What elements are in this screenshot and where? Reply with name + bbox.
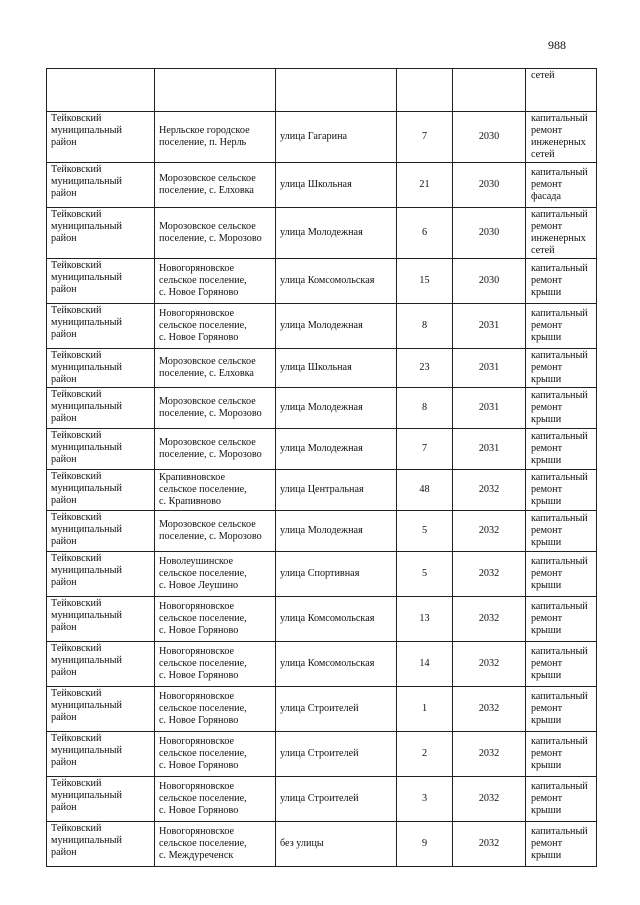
cell-street: улица Комсомольская: [276, 642, 397, 687]
cell-settlement: Морозовское сельское поселение, с. Морозово: [155, 388, 276, 429]
cell-house-number: [397, 69, 453, 112]
cell-street: улица Школьная: [276, 163, 397, 208]
cell-settlement: Новогоряновское сельское поселение, с. Новое Горяново: [155, 687, 276, 732]
cell-house-number: 13: [397, 597, 453, 642]
cell-district: Тейковский муниципальный район: [47, 597, 155, 642]
cell-house-number: 5: [397, 552, 453, 597]
cell-settlement: Морозовское сельское поселение, с. Морозово: [155, 511, 276, 552]
cell-year: 2032: [453, 642, 526, 687]
cell-house-number: 21: [397, 163, 453, 208]
table-body: [47, 69, 597, 867]
cell-house-number: 6: [397, 208, 453, 259]
cell-year: 2032: [453, 777, 526, 822]
cell-district: Тейковский муниципальный район: [47, 470, 155, 511]
cell-work-type: капитальный ремонт крыши: [526, 642, 597, 687]
table-row: [47, 112, 597, 163]
cell-house-number: 3: [397, 777, 453, 822]
table-row: [47, 597, 597, 642]
cell-district: Тейковский муниципальный район: [47, 304, 155, 349]
cell-district: Тейковский муниципальный район: [47, 208, 155, 259]
cell-street: улица Центральная: [276, 470, 397, 511]
table-row: [47, 388, 597, 429]
cell-district: Тейковский муниципальный район: [47, 112, 155, 163]
cell-district: Тейковский муниципальный район: [47, 511, 155, 552]
cell-work-type: капитальный ремонт крыши: [526, 822, 597, 867]
cell-settlement: Новогоряновское сельское поселение, с. Междуреченск: [155, 822, 276, 867]
cell-year: 2031: [453, 429, 526, 470]
table-row: [47, 208, 597, 259]
table-row: [47, 349, 597, 388]
cell-year: 2030: [453, 112, 526, 163]
cell-year: 2031: [453, 388, 526, 429]
cell-work-type: капитальный ремонт крыши: [526, 388, 597, 429]
cell-house-number: 9: [397, 822, 453, 867]
cell-street: улица Школьная: [276, 349, 397, 388]
cell-district: Тейковский муниципальный район: [47, 259, 155, 304]
cell-district: Тейковский муниципальный район: [47, 642, 155, 687]
cell-work-type: капитальный ремонт крыши: [526, 777, 597, 822]
cell-street: улица Гагарина: [276, 112, 397, 163]
cell-house-number: 7: [397, 112, 453, 163]
cell-district: Тейковский муниципальный район: [47, 732, 155, 777]
cell-settlement: Новогоряновское сельское поселение, с. Новое Горяново: [155, 732, 276, 777]
cell-year: 2032: [453, 470, 526, 511]
table-row: [47, 163, 597, 208]
cell-year: 2031: [453, 349, 526, 388]
cell-year: 2032: [453, 552, 526, 597]
cell-settlement: Новогоряновское сельское поселение, с. Новое Горяново: [155, 259, 276, 304]
cell-work-type: капитальный ремонт крыши: [526, 259, 597, 304]
table-row: [47, 429, 597, 470]
cell-district: Тейковский муниципальный район: [47, 429, 155, 470]
cell-year: 2030: [453, 163, 526, 208]
cell-settlement: Новолеушинское сельское поселение, с. Новое Леушино: [155, 552, 276, 597]
cell-house-number: 1: [397, 687, 453, 732]
table-row: [47, 642, 597, 687]
table-row: [47, 687, 597, 732]
cell-settlement: Крапивновское сельское поселение, с. Крапивново: [155, 470, 276, 511]
cell-house-number: 7: [397, 429, 453, 470]
cell-year: 2030: [453, 208, 526, 259]
cell-work-type: капитальный ремонт крыши: [526, 732, 597, 777]
cell-street: улица Молодежная: [276, 511, 397, 552]
cell-work-type: капитальный ремонт крыши: [526, 687, 597, 732]
cell-house-number: 5: [397, 511, 453, 552]
cell-work-type: капитальный ремонт крыши: [526, 349, 597, 388]
cell-settlement: Новогоряновское сельское поселение, с. Новое Горяново: [155, 304, 276, 349]
cell-house-number: 2: [397, 732, 453, 777]
cell-work-type: сетей: [526, 69, 597, 112]
cell-street: улица Комсомольская: [276, 259, 397, 304]
cell-settlement: Новогоряновское сельское поселение, с. Новое Горяново: [155, 597, 276, 642]
cell-street: улица Молодежная: [276, 304, 397, 349]
cell-year: 2032: [453, 732, 526, 777]
cell-street: улица Молодежная: [276, 429, 397, 470]
cell-year: 2030: [453, 259, 526, 304]
cell-year: 2032: [453, 687, 526, 732]
table-row-continuation: [47, 69, 597, 112]
cell-year: 2032: [453, 822, 526, 867]
housing-repair-table: [46, 68, 597, 867]
cell-settlement: Нерльское городское поселение, п. Нерль: [155, 112, 276, 163]
cell-district: Тейковский муниципальный район: [47, 552, 155, 597]
cell-house-number: 8: [397, 304, 453, 349]
table-row: [47, 304, 597, 349]
cell-work-type: капитальный ремонт фасада: [526, 163, 597, 208]
cell-street: [276, 69, 397, 112]
cell-work-type: капитальный ремонт инженерных сетей: [526, 208, 597, 259]
cell-year: 2031: [453, 304, 526, 349]
cell-settlement: Морозовское сельское поселение, с. Морозово: [155, 208, 276, 259]
cell-year: [453, 69, 526, 112]
cell-street: улица Спортивная: [276, 552, 397, 597]
cell-house-number: 8: [397, 388, 453, 429]
cell-year: 2032: [453, 597, 526, 642]
table-row: [47, 259, 597, 304]
cell-house-number: 23: [397, 349, 453, 388]
cell-district: Тейковский муниципальный район: [47, 822, 155, 867]
cell-settlement: Новогоряновское сельское поселение, с. Новое Горяново: [155, 777, 276, 822]
cell-year: 2032: [453, 511, 526, 552]
cell-street: улица Строителей: [276, 687, 397, 732]
cell-work-type: капитальный ремонт крыши: [526, 470, 597, 511]
table-row: [47, 511, 597, 552]
cell-settlement: Морозовское сельское поселение, с. Морозово: [155, 429, 276, 470]
table-row: [47, 470, 597, 511]
cell-settlement: [155, 69, 276, 112]
cell-work-type: капитальный ремонт крыши: [526, 304, 597, 349]
cell-work-type: капитальный ремонт крыши: [526, 552, 597, 597]
cell-street: улица Молодежная: [276, 388, 397, 429]
cell-street: улица Строителей: [276, 732, 397, 777]
cell-work-type: капитальный ремонт крыши: [526, 429, 597, 470]
cell-street: без улицы: [276, 822, 397, 867]
cell-settlement: Новогоряновское сельское поселение, с. Новое Горяново: [155, 642, 276, 687]
cell-district: Тейковский муниципальный район: [47, 349, 155, 388]
cell-house-number: 15: [397, 259, 453, 304]
cell-settlement: Морозовское сельское поселение, с. Елховка: [155, 349, 276, 388]
cell-street: улица Комсомольская: [276, 597, 397, 642]
cell-district: Тейковский муниципальный район: [47, 163, 155, 208]
cell-district: Тейковский муниципальный район: [47, 777, 155, 822]
cell-house-number: 48: [397, 470, 453, 511]
cell-work-type: капитальный ремонт крыши: [526, 597, 597, 642]
page-number: 988: [548, 38, 566, 52]
table-row: [47, 732, 597, 777]
cell-district: Тейковский муниципальный район: [47, 687, 155, 732]
table-row: [47, 822, 597, 867]
table-row: [47, 552, 597, 597]
cell-district: [47, 69, 155, 112]
cell-settlement: Морозовское сельское поселение, с. Елховка: [155, 163, 276, 208]
cell-work-type: капитальный ремонт крыши: [526, 511, 597, 552]
table-row: [47, 777, 597, 822]
cell-work-type: капитальный ремонт инженерных сетей: [526, 112, 597, 163]
cell-house-number: 14: [397, 642, 453, 687]
cell-street: улица Строителей: [276, 777, 397, 822]
cell-district: Тейковский муниципальный район: [47, 388, 155, 429]
cell-street: улица Молодежная: [276, 208, 397, 259]
